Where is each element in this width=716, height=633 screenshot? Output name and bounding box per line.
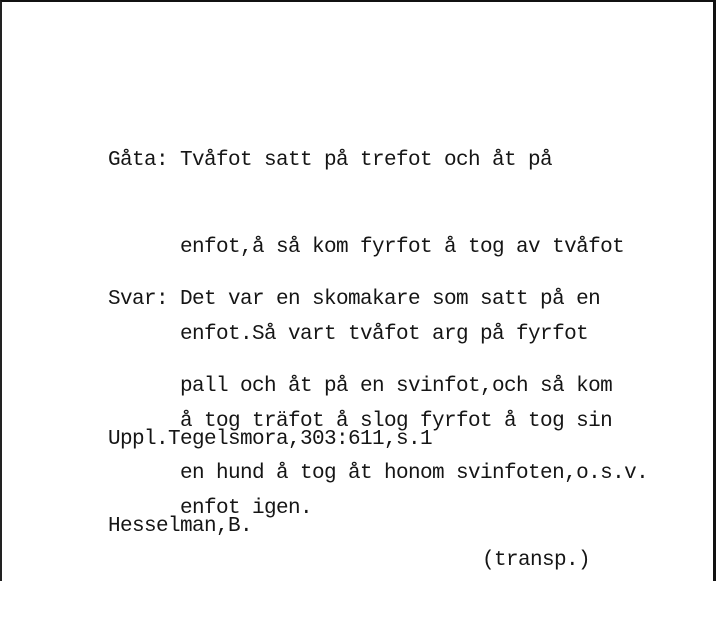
riddle-line: å tog träfot å slog fyrfot å tog sin <box>180 410 613 433</box>
answer-line: Det var en skomakare som satt på en <box>180 288 601 311</box>
riddle-line: enfot,å så kom fyrfot å tog av tvåfot <box>180 236 625 259</box>
riddle-label: Gåta: <box>108 149 169 172</box>
riddle-line: Tvåfot satt på trefot och åt på <box>180 149 553 172</box>
collector-name: Hesselman,B. <box>108 515 253 538</box>
footer-section <box>108 367 432 599</box>
transcription-note: (transp.) <box>482 549 591 572</box>
riddle-line: enfot igen. <box>180 497 313 520</box>
answer-line: pall och åt på en svinfot,och så kom <box>180 375 613 398</box>
source-reference: Uppl.Tegelsmora,303:611,s.1 <box>108 428 433 451</box>
answer-label: Svar: <box>108 288 169 311</box>
answer-line: en hund å tog åt honom svinfoten,o.s.v. <box>180 462 649 485</box>
riddle-line: enfot.Så vart tvåfot arg på fyrfot <box>180 323 589 346</box>
